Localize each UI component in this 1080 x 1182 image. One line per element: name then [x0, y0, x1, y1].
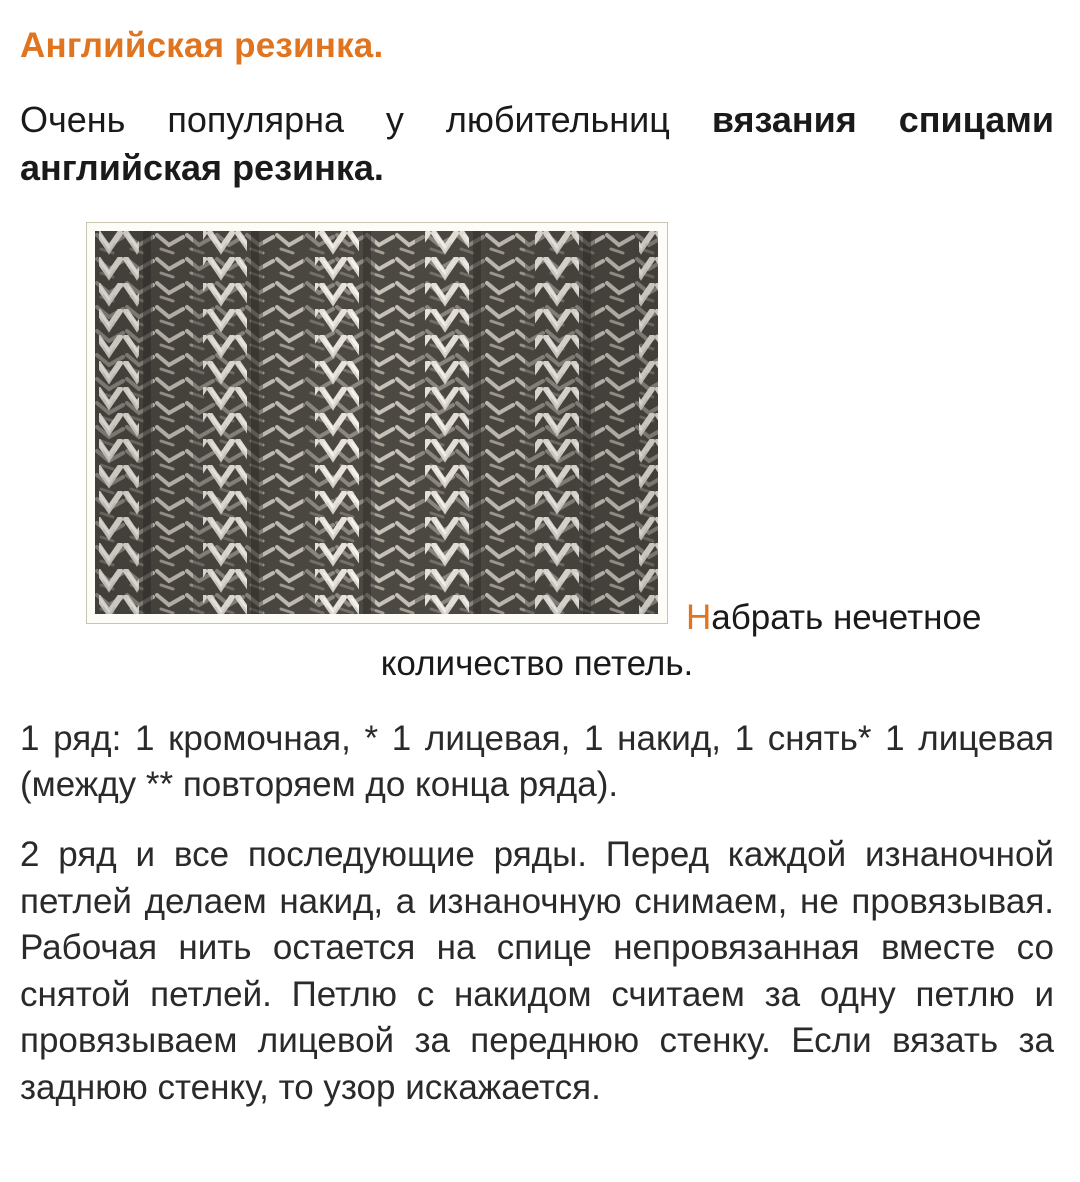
article-title: Английская резинка. [20, 26, 384, 65]
knitting-photo-frame [86, 222, 668, 624]
row-2-instructions: 2 ряд и все последующие ряды. Перед каждой изнаночной петлей делаем накид, а изнаночную снимаем, не провязывая. Рабочая нить остается на спице непровязанная вместе со снятой петлей. Петлю с накидом считаем за одну петлю и провязываем лицевой за переднюю стенку. Если вязать за заднюю стенку, то узор искажается. [20, 835, 1054, 1107]
intro-text: Очень популярна у любительниц [20, 99, 712, 140]
row-1-instructions: 1 ряд: 1 кромочная, * 1 лицевая, 1 накид, 1 снять* 1 лицевая (между ** повторяем до конца ряда). [20, 719, 1054, 804]
knitted-rib-photo [95, 231, 658, 614]
intro-bold-text: вязания спицами английская резинка. [20, 99, 1054, 188]
cast-on-line-1 [686, 598, 981, 638]
cast-on-initial: Н [686, 598, 712, 637]
cast-on-line-2: количество петель. [380, 644, 694, 683]
cast-on-text: абрать нечетное [711, 598, 982, 637]
intro-paragraph [20, 96, 1054, 192]
